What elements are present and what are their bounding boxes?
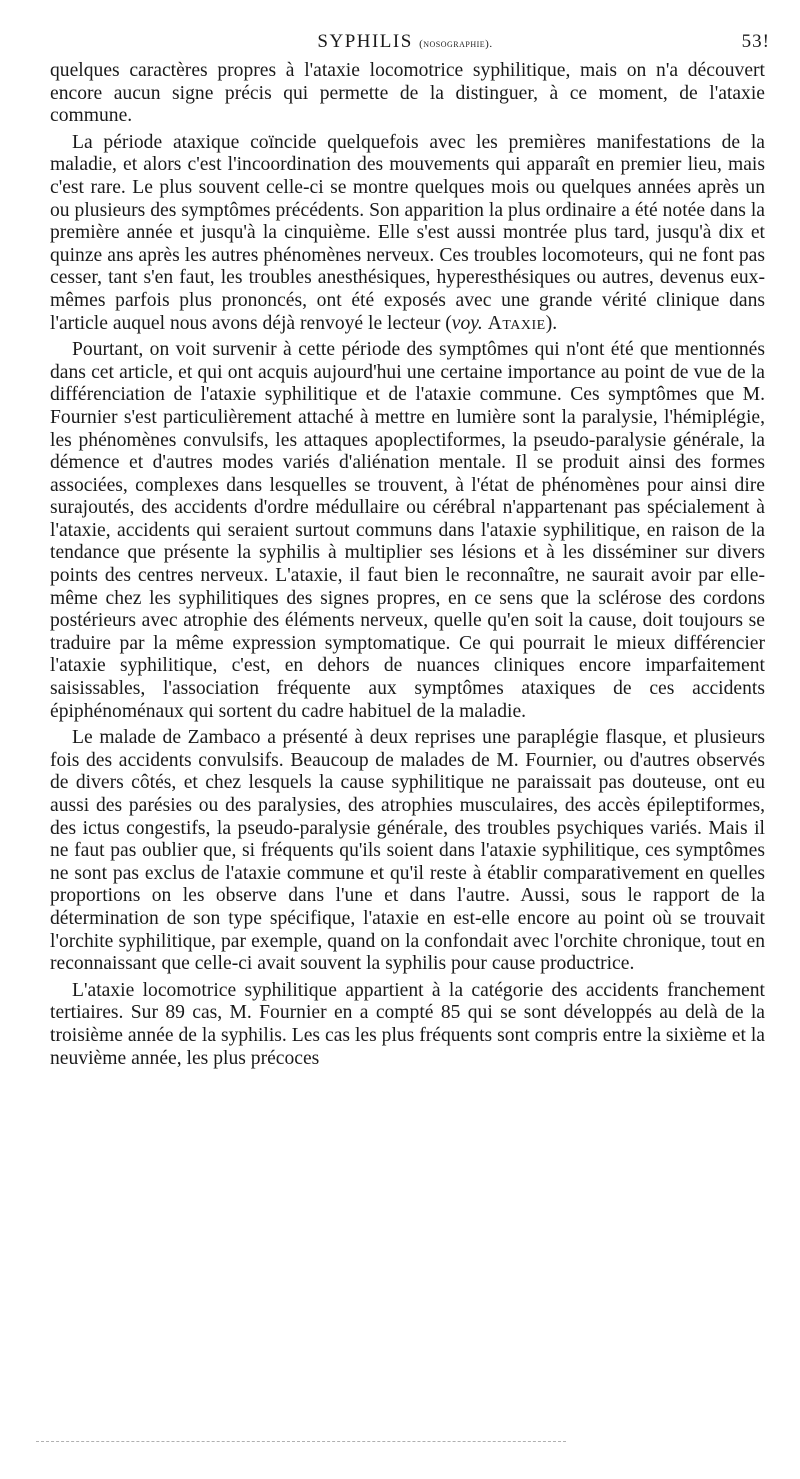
running-title-main: SYPHILIS	[317, 31, 413, 52]
body-text	[50, 60, 765, 1070]
paragraph	[50, 60, 765, 128]
paragraph	[50, 132, 765, 335]
paragraph	[50, 727, 765, 976]
paragraph-text: La période ataxique coïncide quelquefois avec les premières manifestations de la maladie, et alors c'est l'incoordination des mouvements qui apparaît en premier lieu, mais c'est rare. Le plus souvent celle-ci se montre quelques mois ou quelques années après un ou plusieurs des symptômes précédents. Son apparition la plus ordinaire a été notée dans la première année et jusqu'à la cinquième. Elle s'est aussi montrée plus tard, jusqu'à dix et quinze ans après les autres phénomènes nerveux. Ces troubles locomoteurs, qui ne font pas cesser, tant s'en faut, les troubles anesthésiques, hyperesthésiques ou autres, devenus eux-mêmes parfois plus prononcés, ont été exposés avec une grande vérité clinique dans l'article auquel nous avons déjà renvoyé le lecteur (	[50, 131, 765, 334]
paragraph-text: voy.	[451, 312, 483, 334]
page-number: 53!	[741, 31, 770, 52]
paragraph-text: quelques caractères propres à l'ataxie locomotrice syphilitique, mais on n'a découvert encore aucun signe précis qui permette de la distinguer, à ce moment, de l'ataxie commune.	[50, 60, 765, 127]
paragraph-text: ).	[545, 312, 558, 334]
paragraph	[50, 980, 765, 1070]
paragraph-text: Le malade de Zambaco a présenté à deux reprises une paraplégie flasque, et plusieurs fois des accidents convulsifs. Beaucoup de malades de M. Fournier, ou d'autres observés de divers côtés, et chez lesquels la cause syphilitique ne paraissait pas douteuse, ont eu aussi des parésies ou des paralysies, des atrophies musculaires, des accès épileptiformes, des ictus congestifs, la pseudo-paralysie générale, des troubles psychiques variés. Mais il ne faut pas oublier que, si fréquents qu'ils soient dans l'ataxie syphilitique, ces symptômes ne sont pas exclus de l'ataxie commune et qu'il reste à établir comparativement en quelles proportions on les observe dans l'une et dans l'autre. Aussi, sous le rapport de la détermination de son type spécifique, l'ataxie en est-elle encore au point où se trouvait l'orchite syphilitique, par exemple, quand on la confondait avec l'orchite chronique, tout en reconnaissant que celle-ci avait souvent la syphilis pour cause productrice.	[50, 727, 765, 975]
running-head	[40, 30, 770, 54]
paragraph-text: L'ataxie locomotrice syphilitique appartient à la catégorie des accidents franchement tertiaires. Sur 89 cas, M. Fournier en a compté 85 qui se sont développés au delà de la troisième année de la syphilis. Les cas les plus fréquents sont compris entre la sixième et la neuvième année, les plus précoces	[50, 979, 765, 1069]
running-title-subtitle: (nosographie).	[419, 38, 493, 50]
paragraph-text: Pourtant, on voit survenir à cette période des symptômes qui n'ont été que mentionnés dans cet article, et qui ont acquis aujourd'hui une certaine importance au point de vue de la différenciation de l'ataxie syphilitique et de l'ataxie commune. Ces symptômes que M. Fournier s'est particulièrement attaché à mettre en lumière sont la paralysie, l'hémiplégie, les phénomènes convulsifs, les attaques apoplectiformes, la pseudo-paralysie générale, la démence et d'autres modes variés d'aliénation mentale. Il se produit ainsi des formes associées, complexes dans lesquelles se trouvent, à l'état de phénomènes pour ainsi dire surajoutés, des accidents d'ordre médullaire ou cérébral n'appartenant pas spécialement à l'ataxie, accidents qui seraient surtout communs dans l'ataxie syphilitique, en raison de la tendance que présente la syphilis à multiplier ses lésions et à les disséminer sur divers points des centres nerveux. L'ataxie, il faut bien le reconnaître, ne saurait avoir par elle-même chez les syphilitiques des signes propres, en ce sens que la sclérose des cordons postérieurs avec atrophie des éléments nerveux, quelle qu'en soit la cause, doit toujours se traduire par la même expression symptomatique. Ce qui pourrait le mieux différencier l'ataxie syphilitique, c'est, en dehors de nuances cliniques encore imparfaitement saisissables, l'association fréquente aux symptômes ataxiques de ces accidents épiphénoménaux qui sortent du cadre habituel de la maladie.	[50, 339, 765, 722]
footer-rule	[36, 1441, 566, 1442]
running-title	[40, 30, 770, 56]
paragraph	[50, 339, 765, 723]
paragraph-text: Ataxie	[487, 312, 546, 334]
